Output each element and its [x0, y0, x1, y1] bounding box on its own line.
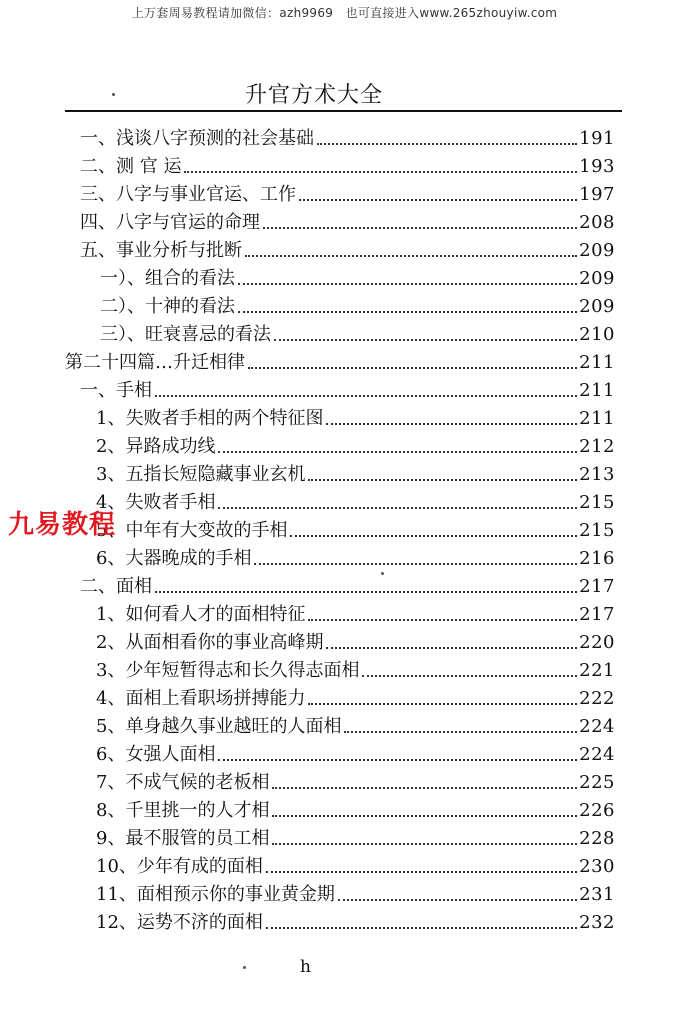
toc-entry-page: 209: [579, 268, 615, 289]
toc-entry-label: 2、异路成功线: [96, 436, 216, 457]
toc-entry-label: 三、八字与事业官运、工作: [80, 184, 296, 205]
toc-entry[interactable]: [80, 122, 615, 150]
dot-leader: [248, 367, 577, 369]
toc-entry-page: 215: [579, 520, 615, 541]
toc-entry[interactable]: [96, 598, 615, 626]
toc-entry[interactable]: [80, 570, 615, 598]
dot-leader: [272, 843, 577, 845]
toc-entry-label: 第二十四篇…升迁相律: [65, 352, 245, 373]
toc-entry-label: 5、中年有大变故的手相: [96, 520, 288, 541]
dot-leader: [308, 703, 577, 705]
toc-entry-page: 224: [579, 744, 615, 765]
scan-speck: [243, 966, 246, 969]
toc-entry-label: 3、少年短暂得志和长久得志面相: [96, 660, 360, 681]
dot-leader: [272, 787, 577, 789]
toc-entry-page: 217: [579, 576, 615, 597]
toc-entry-page: 228: [579, 828, 615, 849]
dot-leader: [308, 479, 577, 481]
toc-entry[interactable]: [96, 710, 615, 738]
toc-entry-label: 二）、十神的看法: [100, 296, 235, 317]
toc-entry-page: 230: [579, 856, 615, 877]
dot-leader: [155, 395, 577, 397]
toc-entry[interactable]: [96, 514, 615, 542]
toc-entry[interactable]: [96, 766, 615, 794]
dot-leader: [308, 619, 577, 621]
toc-entry-label: 1、如何看人才的面相特征: [96, 604, 306, 625]
dot-leader: [326, 423, 577, 425]
toc-entry-label: 4、面相上看职场拼搏能力: [96, 688, 306, 709]
watermark-banner: 上万套周易教程请加微信：azh9969 也可直接进入www.265zhouyiw.com: [131, 6, 558, 20]
toc-entry-page: 212: [579, 436, 615, 457]
toc-entry-page: 209: [579, 240, 615, 261]
toc-entry-page: 210: [579, 324, 615, 345]
toc-entry[interactable]: [96, 430, 615, 458]
toc-entry-label: 五、事业分析与批断: [80, 240, 242, 261]
toc-entry[interactable]: [80, 206, 615, 234]
toc-entry-label: 6、大器晚成的手相: [96, 548, 252, 569]
toc-entry-label: 三）、旺衰喜忌的看法: [100, 324, 271, 345]
toc-entry-label: 9、最不服管的员工相: [96, 828, 270, 849]
toc-entry-label: 8、千里挑一的人才相: [96, 800, 270, 821]
toc-entry-label: 3、五指长短隐藏事业玄机: [96, 464, 306, 485]
toc-entry-label: 一、浅谈八字预测的社会基础: [80, 128, 314, 149]
toc-entry-label: 10、少年有成的面相: [96, 856, 263, 877]
dot-leader: [362, 675, 577, 677]
brand-stamp: 九易教程: [8, 510, 117, 540]
dot-leader: [299, 199, 577, 201]
toc-entry[interactable]: [80, 178, 615, 206]
toc-entry[interactable]: [96, 682, 615, 710]
toc-entry-label: 一）、组合的看法: [100, 268, 235, 289]
toc-entry-label: 11、面相预示你的事业黄金期: [96, 884, 335, 905]
toc-entry-page: 208: [579, 212, 615, 233]
toc-entry[interactable]: [96, 850, 615, 878]
toc-entry-page: 226: [579, 800, 615, 821]
dot-leader: [238, 283, 577, 285]
dot-leader: [317, 143, 577, 145]
dot-leader: [218, 759, 577, 761]
dot-leader: [266, 927, 577, 929]
toc-entry[interactable]: [96, 822, 615, 850]
toc-entry[interactable]: [96, 626, 615, 654]
toc-entry-page: 216: [579, 548, 615, 569]
toc-entry[interactable]: [96, 486, 615, 514]
toc-entry-page: 231: [579, 884, 615, 905]
page-footer-marker: h: [300, 957, 311, 977]
toc-entry[interactable]: [100, 262, 615, 290]
toc-entry-label: 四、八字与官运的命理: [80, 212, 260, 233]
toc-entry-label: 6、女强人面相: [96, 744, 216, 765]
toc-entry[interactable]: [96, 738, 615, 766]
dot-leader: [218, 451, 577, 453]
dot-leader: [254, 563, 577, 565]
toc-entry-page: 220: [579, 632, 615, 653]
toc-entry-page: 193: [579, 156, 615, 177]
toc-entry-label: 2、从面相看你的事业高峰期: [96, 632, 324, 653]
dot-leader: [326, 647, 577, 649]
page-header-title: 升官方术大全: [245, 83, 384, 108]
toc-entry[interactable]: [96, 402, 615, 430]
toc-entry-page: 213: [579, 464, 615, 485]
dot-leader: [184, 171, 577, 173]
toc-entry[interactable]: [100, 318, 615, 346]
toc-entry-page: 225: [579, 772, 615, 793]
toc-entry-page: 224: [579, 716, 615, 737]
toc-entry-page: 221: [579, 660, 615, 681]
dot-leader: [290, 535, 577, 537]
dot-leader: [245, 255, 577, 257]
toc-entry[interactable]: [96, 542, 615, 570]
toc-entry[interactable]: [96, 458, 615, 486]
toc-entry[interactable]: [65, 346, 615, 374]
dot-leader: [274, 339, 577, 341]
scan-speck: [112, 93, 115, 96]
toc-entry-page: 191: [579, 128, 615, 149]
toc-entry-page: 232: [579, 912, 615, 933]
dot-leader: [238, 311, 577, 313]
toc-entry[interactable]: [80, 150, 615, 178]
toc-entry-label: 1、失败者手相的两个特征图: [96, 408, 324, 429]
toc-entry[interactable]: [80, 234, 615, 262]
scan-speck: [381, 572, 384, 575]
toc-entry-label: 5、单身越久事业越旺的人面相: [96, 716, 342, 737]
dot-leader: [155, 591, 577, 593]
toc-entry-label: 一、手相: [80, 380, 152, 401]
dot-leader: [344, 731, 577, 733]
toc-entry-page: 209: [579, 296, 615, 317]
toc-entry[interactable]: [100, 290, 615, 318]
toc-entry-page: 211: [579, 352, 615, 373]
toc-entry-label: 二、测 官 运: [80, 156, 182, 177]
dot-leader: [218, 507, 577, 509]
toc-entry[interactable]: [96, 906, 615, 934]
dot-leader: [263, 227, 577, 229]
toc-entry[interactable]: [96, 654, 615, 682]
toc-entry-label: 二、面相: [80, 576, 152, 597]
toc-entry-page: 197: [579, 184, 615, 205]
toc-entry-label: 4、失败者手相: [96, 492, 216, 513]
toc-entry-page: 222: [579, 688, 615, 709]
toc-entry-label: 7、不成气候的老板相: [96, 772, 270, 793]
toc-entry-page: 217: [579, 604, 615, 625]
dot-leader: [266, 871, 577, 873]
toc-entry-page: 211: [579, 380, 615, 401]
header-rule: [65, 110, 622, 112]
toc-entry-page: 211: [579, 408, 615, 429]
toc-entry[interactable]: [96, 794, 615, 822]
toc-entry-label: 12、运势不济的面相: [96, 912, 263, 933]
dot-leader: [272, 815, 577, 817]
toc-entry-page: 215: [579, 492, 615, 513]
dot-leader: [338, 899, 577, 901]
toc-entry[interactable]: [96, 878, 615, 906]
toc-entry[interactable]: [80, 374, 615, 402]
